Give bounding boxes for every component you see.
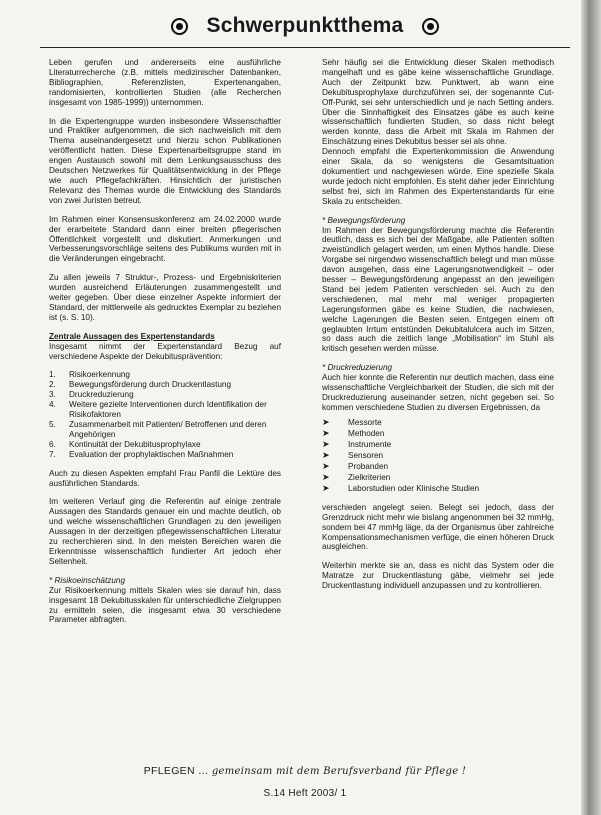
paragraph: Auch hier konnte die Referentin nur deutlich machen, dass eine wissenschaftliche Vergleichbarkeit der Studien, die sich mit der Druckreduzierung auseinander setzen, nicht gegeben sei. So kommen verschiedene Studien zu diversen Ergebnissen, da [322, 373, 554, 412]
subheading: * Bewegungsförderung [322, 215, 406, 225]
list-item [322, 428, 554, 439]
list-item [322, 461, 554, 472]
list-number: 6. [49, 439, 56, 449]
paragraph: Dennoch empfahl die Expertenkommission die Anwendung einer Skala, da so wenigstens die Gesamtsituation dokumentiert und nachgewiesen würde. Eine spezielle Skala wurde jedoch nicht empfohlen. Es steht daher jeder Einrichtung selbst frei, sich im Rahmen des Expertenstandards für eine Skala zu entscheiden. [322, 147, 554, 206]
paragraph: Sehr häufig sei die Entwicklung dieser Skalen methodisch mangelhaft und es gäbe keine wissenschaftliche Grundlage. Auch der Zeitpunkt bzw. Punktwert, ab wann eine Dekubitusprophylaxe durchzuführen sei, der sogenannte Cut-Off-Punkt, sei sehr unterschiedlich und je nach Setting anders. Über die Sinnhaftigkeit des Einsatzes gäbe es auch keine wissenschaftlich fundierten Studien, so dass nicht belegt werden konnte, dass die Arbeit mit Skala im Rahmen der Einschätzung eines Dekubitus besser sei als ohne. [322, 58, 554, 147]
list-number: 1. [49, 370, 56, 380]
right-column [322, 58, 554, 600]
section-heading: Zentrale Aussagen des Expertenstandards [49, 331, 215, 341]
arrow-bullet-icon: ➤ [322, 449, 330, 460]
list-text: Laborstudien oder Klinische Studien [348, 483, 480, 493]
list-item [49, 450, 281, 460]
list-text: Bewegungsförderung durch Druckentlastung [69, 380, 232, 390]
list-item [322, 450, 554, 461]
header-rule [40, 47, 570, 48]
list-number: 3. [49, 390, 56, 400]
list-item [49, 370, 281, 380]
list-text: Sensoren [348, 450, 384, 460]
paragraph: Auch zu diesen Aspekten empfahl Frau Panfil die Lektüre des ausführlichen Standards. [49, 468, 281, 488]
list-text: Kontinuität der Dekubitusprophylaxe [69, 439, 201, 449]
list-number: 7. [49, 449, 56, 459]
arrow-bullet-icon: ➤ [322, 427, 330, 438]
list-item [322, 417, 554, 428]
list-text: Weitere gezielte Interventionen durch Identifikation der Risikofaktoren [69, 400, 267, 420]
subheading: * Risikoeinschätzung [49, 575, 126, 585]
paragraph: Im Rahmen einer Konsensuskonferenz am 24.02.2000 wurde der erarbeitete Standard dann einer breiten pflegerischen Öffentlichkeit vorgestellt und diskutiert. Anmerkungen und Verbesserungsvorschläge seitens des Publikums wurden mit in die Veränderungen eingebracht. [49, 214, 281, 264]
list-item [49, 400, 281, 420]
paragraph: In die Expertengruppe wurden insbesondere Wissenschaftler und Praktiker aufgenommen, die sich nachweislich mit dem Thema auseinandergesetzt und hierzu schon Publikationen veröffentlicht hatten. Diese Expertenarbeitsgruppe stand im engen Austausch sowohl mit dem Lenkungsausschuss des Deutschen Netzwerkes für Qualitätsentwicklung in der Pflege wie auch Pflegefachkräften. Hinsichtlich der juristischen Relevanz des Themas wurde die Entwicklung des Standards von zwei Juristen betreut. [49, 116, 281, 205]
page-number: S.14 Heft 2003/ 1 [263, 788, 347, 799]
list-item [322, 439, 554, 450]
list-item [49, 420, 281, 440]
paragraph: Zu allen jeweils 7 Struktur-, Prozess- und Ergebniskriterien wurden ausreichend Erläuterungen zusammengestellt und weiter gegeben. Über diese einzelner Aspekte informiert der Standard, der mittlerweile als gedrucktes Exemplar zu beziehen ist (s. S. 10). [49, 273, 281, 322]
footer-slogan [40, 765, 570, 777]
paragraph: Im Rahmen der Bewegungsförderung machte die Referentin deutlich, dass es sich bei der Maßgabe, alle Patienten sollten zweistündlich gelagert werden, um einen Mythos handle. Diese Vorgabe sei nirgendwo wissenschaftlich belegt und man müsse davon ausgehen, dass eine Lagerungsnotwendigkeit – oder besser – Bewegungsförderung angepasst an den jeweiligen Stand bei jedem Patienten verschieden sei. Auch zu den verschiedenen, mal mehr mal weniger propagierten Lagerungsformen gäbe es keine Studien, die nachwiesen, welche Lagerungen die Besten seien. Entgegen einem oft geglaubten Irrtum entstünden Dekubitalulcera auch im Sitzen, so dass auch die zeitlich lange „Mobilisation“ im Stuhl als kritisch gesehen werden müsse. [322, 225, 554, 354]
list-item [49, 380, 281, 390]
list-text: Evaluation der prophylaktischen Maßnahmen [69, 449, 234, 459]
arrow-bullet-icon: ➤ [322, 460, 330, 471]
paragraph: verschieden angelegt seien. Belegt sei jedoch, dass der Grenzdruck nicht mehr wie bislang angenommen bei 32 mmHg, sondern bei 47 mmHg läge, da der Organismus über zahlreiche Kompensationsmechanismen verfüge, die einen höheren Druck ausgleichen. [322, 502, 554, 552]
list-text: Druckreduzierung [69, 390, 134, 400]
subheading: * Druckreduzierung [322, 363, 393, 373]
bullseye-icon [171, 18, 188, 35]
list-text: Zielkriterien [348, 472, 391, 482]
list-number: 4. [49, 400, 56, 410]
list-item [49, 440, 281, 450]
arrow-list [322, 417, 554, 494]
list-number: 2. [49, 380, 56, 390]
arrow-bullet-icon: ➤ [322, 438, 330, 449]
arrow-bullet-icon: ➤ [322, 416, 330, 427]
list-item [322, 472, 554, 483]
paragraph: Zur Risikoerkennung mittels Skalen wies sie darauf hin, dass insgesamt 18 Dekubitusskalen für unterschiedliche Zielgruppen zu ermitteln seien, die insgesamt etwa 30 verschiedene Parameter abfragten. [49, 585, 281, 625]
list-number: 5. [49, 420, 56, 429]
arrow-bullet-icon: ➤ [322, 482, 330, 493]
scan-edge-shadow [581, 0, 601, 815]
footer-tagline: … gemeinsam mit dem Berufsverband für Pflege ! [198, 766, 467, 777]
list-item [49, 390, 281, 400]
paragraph: Insgesamt nimmt der Expertenstandard Bezug auf verschiedene Aspekte der Dekubitusprävention: [49, 341, 281, 361]
left-column [49, 58, 281, 634]
paragraph: Im weiteren Verlauf ging die Referentin auf einige zentrale Aussagen des Standards genauer ein und machte deutlich, ob und welche wissenschaftlichen Grundlagen zu den jeweiligen Aussagen in der derzeitigen pflegewissenschaftlichen Literatur zu recherchieren sind. In den meisten Bereichen waren die Erkenntnisse wissenschaftlich fundierter Art jedoch eher Seltenheit. [49, 497, 281, 566]
arrow-bullet-icon: ➤ [322, 471, 330, 482]
list-text: Methoden [348, 428, 385, 438]
paragraph: Leben gerufen und andererseits eine ausführliche Literaturrecherche (z.B. mittels medizinischer Datenbanken, Bibliographien, Referenzlisten, Expertenangaben, randomisierten, kontrollierten Studien (alle Recherchen insgesamt von 1985-1999)) unternommen. [49, 58, 281, 107]
page-header [40, 14, 570, 54]
numbered-list [49, 370, 281, 459]
list-text: Instrumente [348, 439, 392, 449]
page-title: Schwerpunktthema [206, 14, 404, 37]
list-item [322, 483, 554, 494]
footer-brand: PFLEGEN [143, 765, 195, 777]
list-text: Zusammenarbeit mit Patienten/ Betroffenen und deren Angehörigen [69, 420, 267, 439]
bullseye-icon [422, 18, 439, 35]
list-text: Probanden [348, 461, 389, 471]
paragraph: Weiterhin merkte sie an, dass es nicht das System oder die Matratze zur Druckentlastung gäbe, vielmehr sei jede Druckentlastung individuell anzupassen und zu kontrollieren. [322, 561, 554, 591]
list-text: Messorte [348, 417, 382, 427]
list-text: Risikoerkennung [69, 370, 130, 380]
